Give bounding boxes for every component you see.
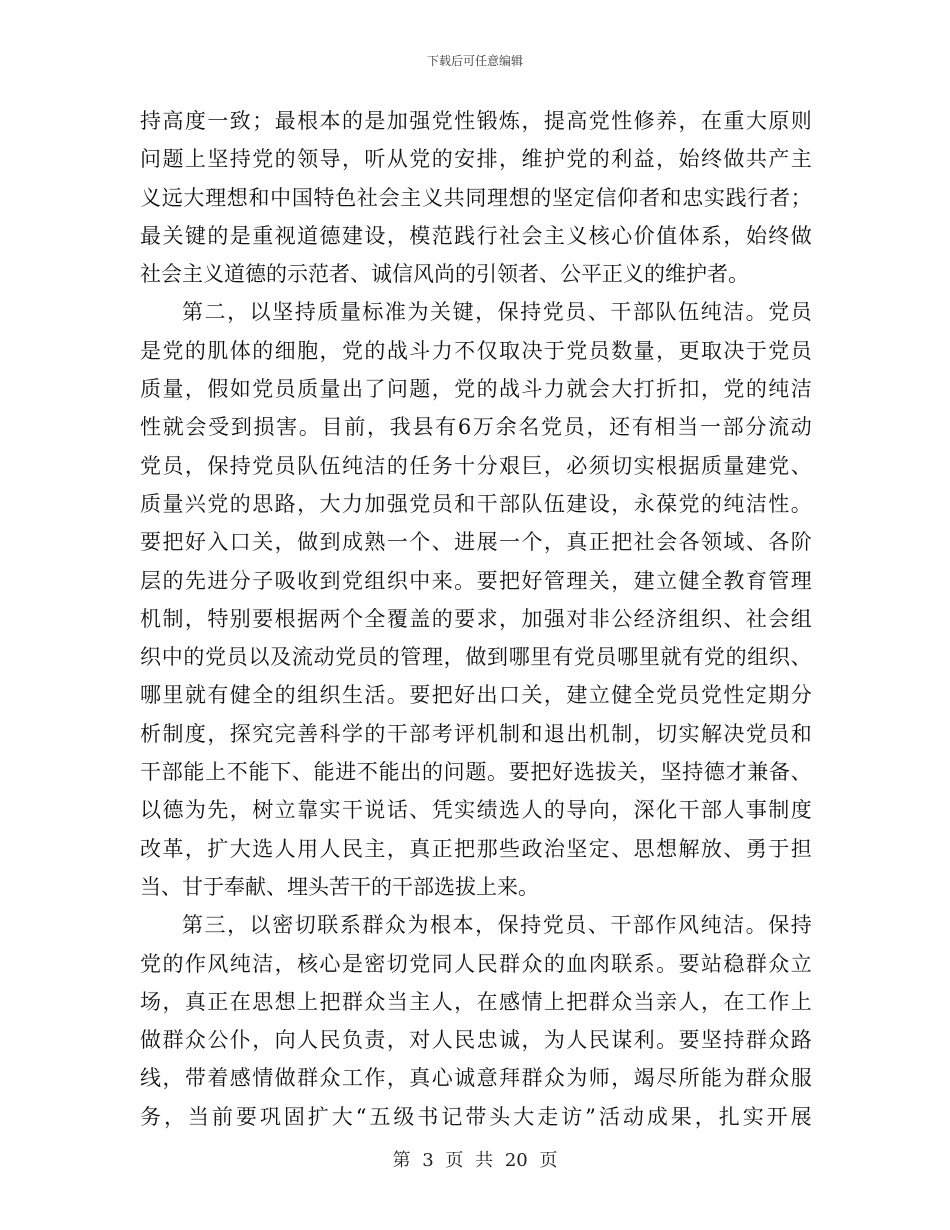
text-line: 第 二 ， 以 坚 持 质 量 标 准 为 关 键 ， 保 持 党 员 、 干 部 队 伍 纯 洁 。 党 员 (182, 300, 812, 325)
text-line: 层 的 先 进 分 子 吸 收 到 党 组 织 中 来 。 要 把 好 管 理 关 ， 建 立 健 全 教 育 管 理 (140, 568, 812, 593)
text-line: 织 中 的 党 员 以 及 流 动 党 员 的 管 理 ， 做 到 哪 里 有 党 员 哪 里 就 有 党 的 组 织 、 (140, 645, 812, 670)
text-line: 党 的 作 风 纯 洁 ， 核 心 是 密 切 党 同 人 民 群 众 的 血 肉 联 系 。 要 站 稳 群 众 立 (140, 951, 812, 976)
text-line: 改 革 ， 扩 大 选 人 用 人 民 主 ， 真 正 把 那 些 政 治 坚 定 、 思 想 解 放 、 勇 于 担 (140, 836, 812, 861)
text-line: 哪 里 就 有 健 全 的 组 织 生 活 。 要 把 好 出 口 关 ， 建 立 健 全 党 员 党 性 定 期 分 (140, 683, 812, 708)
text-line: 机 制 ， 特 别 要 根 据 两 个 全 覆 盖 的 要 求 ， 加 强 对 非 公 经 济 组 织 、 社 会 组 (140, 606, 812, 631)
text-line: 析 制 度 ， 探 究 完 善 科 学 的 干 部 考 评 机 制 和 退 出 机 制 ， 切 实 解 决 党 员 和 (140, 721, 812, 746)
text-line: 质 量 ， 假 如 党 员 质 量 出 了 问 题 ， 党 的 战 斗 力 就 会 大 打 折 扣 ， 党 的 纯 洁 (140, 377, 812, 402)
text-line: 当、甘于奉献、埋头苦干的干部选拔上来。 (140, 874, 539, 899)
text-line: 做 群 众 公 仆 ， 向 人 民 负 责 ， 对 人 民 忠 诚 ， 为 人 民 谋 利 。 要 坚 持 群 众 路 (140, 1028, 812, 1053)
text-line: 问 题 上 坚 持 党 的 领 导 ， 听 从 党 的 安 排 ， 维 护 党 的 利 益 ， 始 终 做 共 产 主 (140, 147, 812, 172)
text-line: 以 德 为 先 ， 树 立 靠 实 干 说 话 、 凭 实 绩 选 人 的 导 向 ， 深 化 干 部 人 事 制 度 (140, 798, 812, 823)
text-line: 要 把 好 入 口 关 ， 做 到 成 熟 一 个 、 进 展 一 个 ， 真 正 把 社 会 各 领 域 、 各 阶 (140, 530, 812, 555)
text-line: 党 员 ， 保 持 党 员 队 伍 纯 洁 的 任 务 十 分 艰 巨 ， 必 须 切 实 根 据 质 量 建 党 、 (140, 453, 812, 478)
text-line: 性 就 会 受 到 损 害 。 目 前 ， 我 县 有 6 万 余 名 党 员 ， 还 有 相 当 一 部 分 流 动 (140, 415, 812, 440)
text-line: 线 ， 带 着 感 情 做 群 众 工 作 ， 真 心 诚 意 拜 群 众 为 师 ， 竭 尽 所 能 为 群 众 服 (140, 1066, 812, 1091)
page-header: 下载后可任意编辑 (426, 54, 523, 68)
text-line: 干 部 能 上 不 能 下 、 能 进 不 能 出 的 问 题 。 要 把 好 选 拔 关 ， 坚 持 德 才 兼 备 、 (140, 760, 812, 785)
text-line: 第 三 ， 以 密 切 联 系 群 众 为 根 本 ， 保 持 党 员 、 干 部 作 风 纯 洁 。 保 持 (182, 913, 812, 938)
text-line: 场 ， 真 正 在 思 想 上 把 群 众 当 主 人 ， 在 感 情 上 把 群 众 当 亲 人 ， 在 工 作 上 (140, 989, 812, 1014)
text-line: 质 量 兴 党 的 思 路 ， 大 力 加 强 党 员 和 干 部 队 伍 建 设 ， 永 葆 党 的 纯 洁 性 。 (140, 491, 812, 516)
text-line: 务 ， 当 前 要 巩 固 扩 大 “ 五 级 书 记 带 头 大 走 访 ” 活 动 成 果 ， 扎 实 开 展 (140, 1104, 812, 1129)
text-line: 是 党 的 肌 体 的 细 胞 ， 党 的 战 斗 力 不 仅 取 决 于 党 员 数 量 ， 更 取 决 于 党 员 (140, 338, 812, 363)
text-line: 社会主义道德的示范者、诚信风尚的引领者、公平正义的维护者。 (140, 262, 749, 287)
text-line: 最 关 键 的 是 重 视 道 德 建 设 ， 模 范 践 行 社 会 主 义 核 心 价 值 体 系 ， 始 终 做 (140, 223, 812, 248)
text-line: 持 高 度 一 致 ； 最 根 本 的 是 加 强 党 性 锻 炼 ， 提 高 党 性 修 养 ， 在 重 大 原 则 (140, 109, 812, 133)
document-body (140, 102, 812, 1136)
page-number-footer: 第 3 页 共 20 页 (392, 1150, 558, 1171)
text-line: 义 远 大 理 想 和 中 国 特 色 社 会 主 义 共 同 理 想 的 坚 定 信 仰 者 和 忠 实 践 行 者 ； (140, 185, 812, 210)
